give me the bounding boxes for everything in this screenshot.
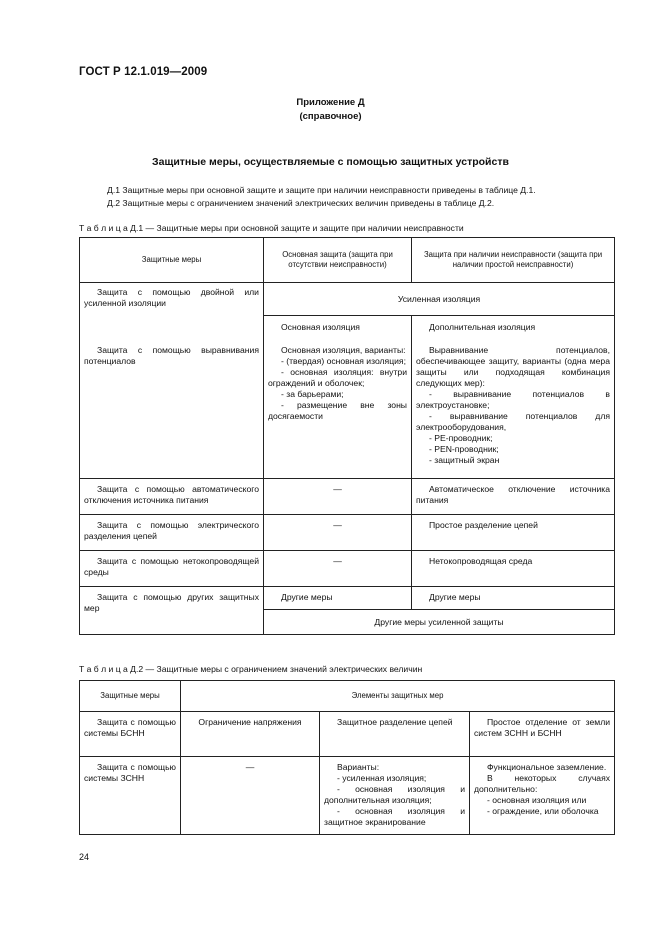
measure-cell: [80, 587, 264, 635]
appendix-title: Приложение Д: [296, 97, 365, 108]
list-item: В некоторых случаях дополнительно:: [474, 773, 611, 794]
list-item: Функциональное заземление.: [487, 762, 607, 772]
header-cell: Элементы защитных мер: [181, 681, 615, 712]
page-number: 24: [79, 852, 90, 862]
table-row: [80, 479, 615, 515]
list-item: Варианты:: [337, 762, 380, 772]
fault-cell: [412, 587, 615, 610]
cell-heading: Дополнительная изоляция: [429, 322, 536, 332]
element-cell: —: [181, 757, 320, 835]
fault-text: Нетокопроводящая среда: [429, 556, 533, 566]
measure-cell: [80, 515, 264, 551]
measure-cell: [80, 551, 264, 587]
table-row: [80, 757, 615, 835]
list-item: - ограждение, или оболочка: [487, 806, 599, 816]
list-item: - основная изоляция и дополнительная изоляция;: [324, 784, 465, 805]
list-item: - усиленная изоляция;: [337, 773, 427, 783]
fault-cell: [412, 479, 615, 515]
element-cell: Ограничение напряжения: [181, 712, 320, 757]
list-item: Выравнивание потенциалов, обеспечивающее защиту, варианты (одна мера защиты или подходящая комбинация следующих мер):: [416, 345, 610, 388]
element-cell: [320, 757, 470, 835]
merged-cell: Другие меры усиленной защиты: [264, 610, 615, 635]
header-cell: Защита при наличии неисправности (защита при наличии простой неисправности): [412, 238, 615, 283]
list-item: - основная изоляция или: [487, 795, 587, 805]
measure-text: Защита с помощью нетокопроводящей среды: [84, 556, 259, 577]
fault-text: Другие меры: [429, 592, 481, 602]
basic-cell: [264, 587, 412, 610]
header-cell: Защитные меры: [80, 238, 264, 283]
list-item: - выравнивание потенциалов для электрооборудования,: [416, 411, 610, 432]
measure-cell: [80, 479, 264, 515]
table-row: [80, 712, 615, 757]
header-cell: Защитные меры: [80, 681, 181, 712]
measure-text: Защита с помощью системы БСНН: [84, 717, 176, 738]
list-item: - основная изоляция и защитное экранирование: [324, 806, 465, 827]
section-title: Защитные меры, осуществляемые с помощью защитных устройств: [152, 156, 509, 168]
header-cell: Основная защита (защита при отсутствии неисправности): [264, 238, 412, 283]
basic-cell: —: [264, 551, 412, 587]
fault-cell: [412, 515, 615, 551]
list-item: - PE-проводник;: [429, 433, 493, 443]
measure-text: Защита с помощью других защитных мер: [84, 592, 259, 613]
table-row: [80, 283, 615, 316]
list-item: - PEN-проводник;: [429, 444, 499, 454]
paragraph-d2: Д.2 Защитные меры с ограничением значений электрических величин приведены в таблице Д.2.: [107, 198, 495, 208]
measure-cell: [80, 712, 181, 757]
element-cell: [470, 757, 615, 835]
list-item: - выравнивание потенциалов в электроустановке;: [416, 389, 610, 410]
table-row: [80, 238, 615, 283]
measure-text: Защита с помощью электрического разделения цепей: [84, 520, 259, 541]
appendix-heading: [0, 96, 661, 124]
table-row: [80, 515, 615, 551]
measure-cell: [80, 283, 264, 479]
fault-variants-list: [416, 345, 610, 466]
list-item: - защитный экран: [429, 455, 500, 465]
table-d2: [79, 680, 615, 835]
measure-cell: [80, 757, 181, 835]
basic-cell: —: [264, 515, 412, 551]
measure-text: Защита с помощью двойной или усиленной изоляции: [84, 287, 259, 308]
cell-heading: Основная изоляция: [281, 322, 360, 332]
element-text: Простое отделение от земли систем ЗСНН и БСНН: [474, 717, 611, 738]
table-row: [80, 681, 615, 712]
table-d1: [79, 237, 615, 635]
table-row: [80, 587, 615, 610]
paragraph-d1: Д.1 Защитные меры при основной защите и защите при наличии неисправности приведены в таблице Д.1.: [107, 185, 536, 195]
list-item: - за барьерами;: [281, 389, 344, 399]
table-row: [80, 551, 615, 587]
merged-cell: Усиленная изоляция: [264, 283, 615, 316]
list-item: Основная изоляция, варианты:: [281, 345, 406, 355]
measure-text: Защита с помощью автоматического отключения источника питания: [84, 484, 259, 505]
table-d2-caption: Т а б л и ц а Д.2 — Защитные меры с ограничением значений электрических величин: [79, 664, 423, 674]
fault-text: Автоматическое отключение источника питания: [416, 484, 610, 505]
measure-text: Защита с помощью системы ЗСНН: [84, 762, 176, 783]
appendix-subtitle: (справочное): [299, 111, 362, 122]
basic-cell: [264, 316, 412, 479]
list-item: - (твердая) основная изоляция;: [281, 356, 406, 366]
element-cell: [320, 712, 470, 757]
list-item: - основная изоляция: внутри ограждений и оболочек;: [268, 367, 407, 388]
basic-cell: —: [264, 479, 412, 515]
list-item: - размещение вне зоны досягаемости: [268, 400, 407, 421]
element-text: Защитное разделение цепей: [337, 717, 453, 727]
measure-text: Защита с помощью выравнивания потенциалов: [84, 345, 259, 366]
fault-text: Простое разделение цепей: [429, 520, 538, 530]
fault-cell: [412, 316, 615, 479]
document-number: ГОСТ Р 12.1.019—2009: [79, 66, 208, 78]
table-d1-caption: Т а б л и ц а Д.1 — Защитные меры при основной защите и защите при наличии неисправности: [79, 223, 464, 233]
basic-variants-list: [268, 345, 407, 422]
basic-text: Другие меры: [281, 592, 333, 602]
element-cell: [470, 712, 615, 757]
fault-cell: [412, 551, 615, 587]
